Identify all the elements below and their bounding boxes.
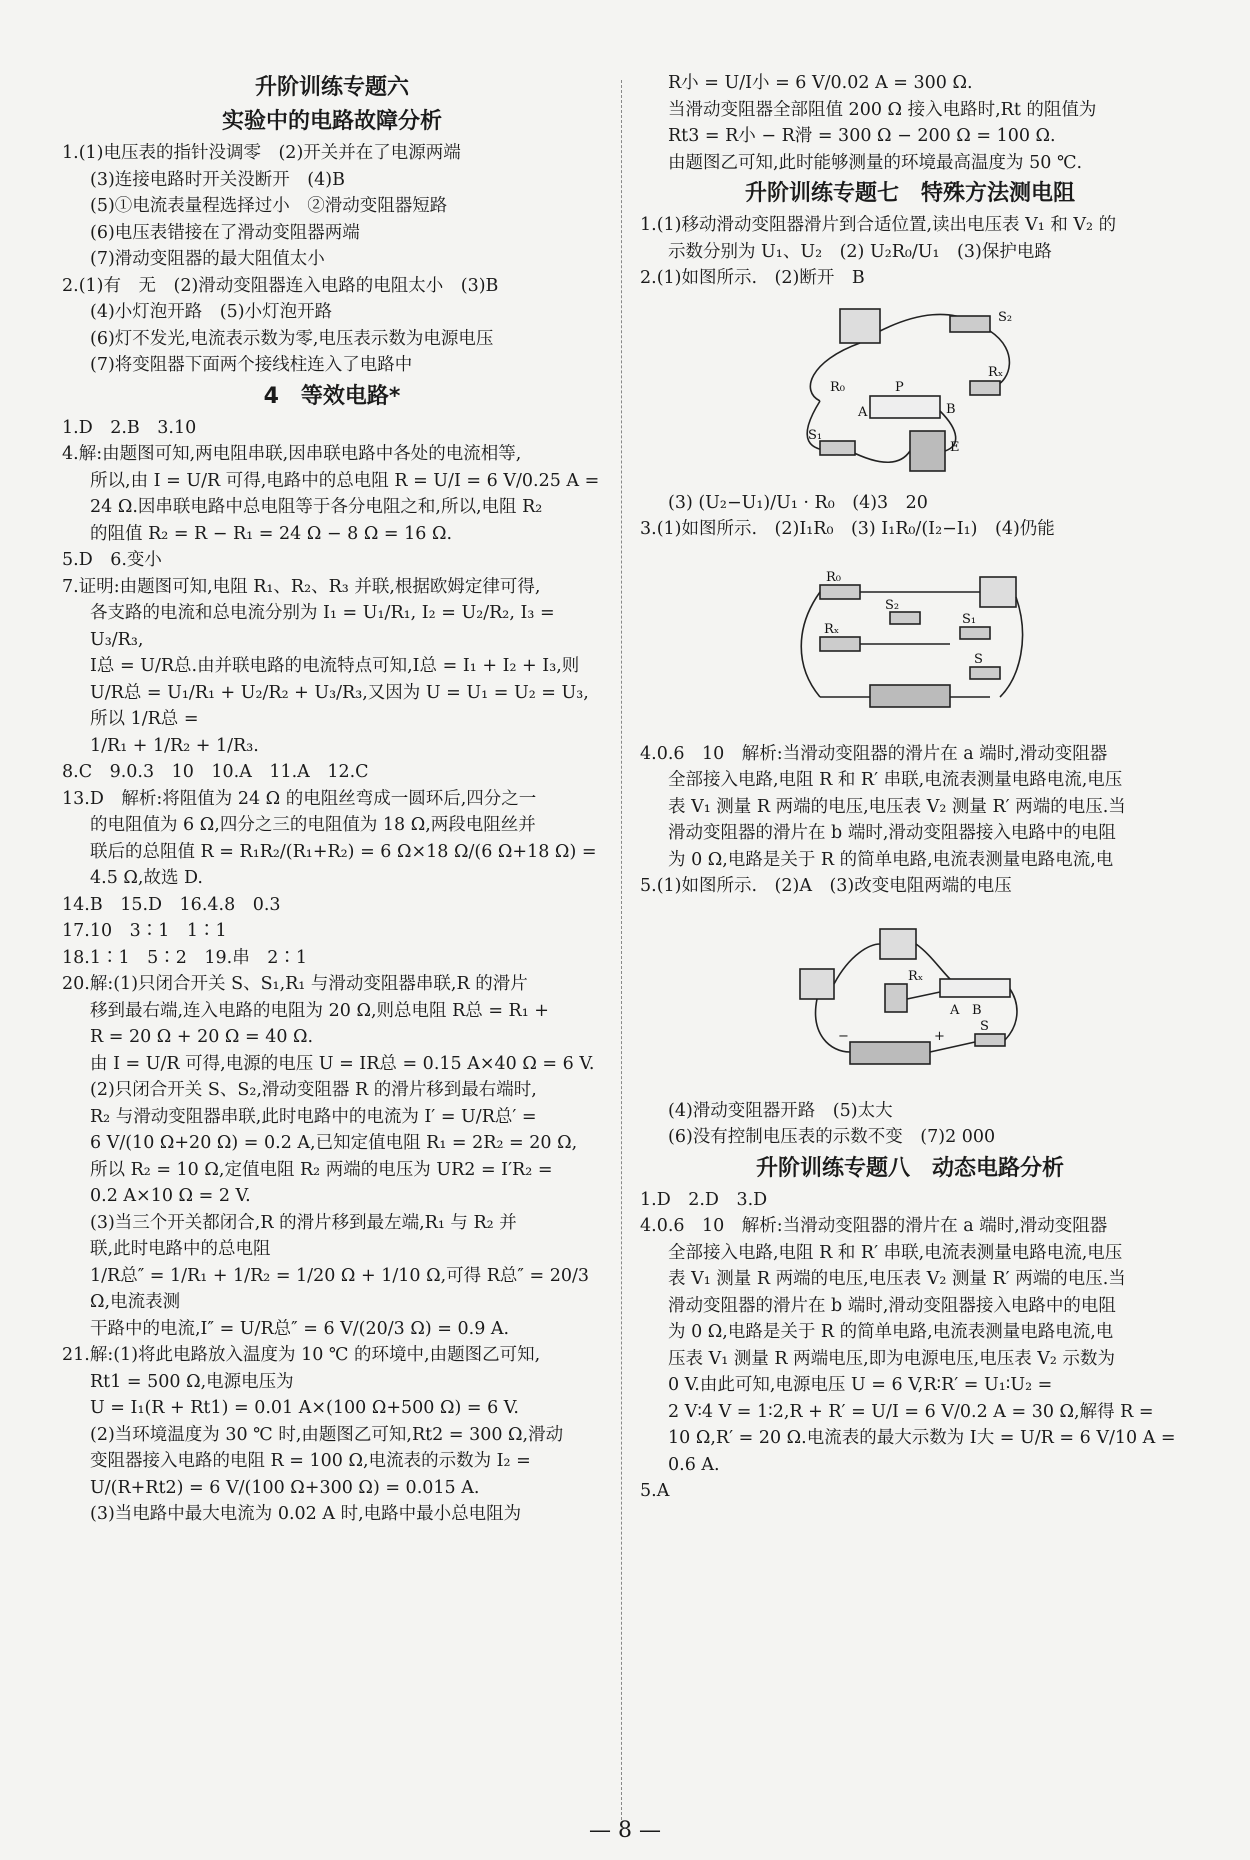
label-S: S <box>980 1018 989 1034</box>
label-R0: R₀ <box>826 569 841 585</box>
label-minus: − <box>838 1028 849 1044</box>
answer-line: 21.解:(1)将此电路放入温度为 10 ℃ 的环境中,由题图乙可知, <box>62 1345 541 1365</box>
label-Rx: Rₓ <box>988 364 1004 380</box>
section-title-6: 升阶训练专题六 <box>254 75 409 100</box>
answer-line: 0.2 A×10 Ω = 2 V. <box>90 1186 251 1206</box>
label-S1: S₁ <box>962 611 977 627</box>
answer-line: (3)连接电路时开关没断开 (4)B <box>90 169 345 190</box>
answer-line: 由 I = U/R 可得,电源的电压 U = IR总 = 0.15 A×40 Ω = 6 V. <box>90 1053 595 1074</box>
answer-line: 0 V.由此可知,电源电压 U = 6 V,R∶R′ = U₁∶U₂ = <box>668 1375 1053 1395</box>
answer-line: (5)①电流表量程选择过小 ②滑动变阻器短路 <box>90 196 448 216</box>
page-number: — 8 — <box>589 1818 661 1843</box>
answer-line: 为 0 Ω,电路是关于 R 的简单电路,电流表测量电路电流,电 <box>668 849 1114 870</box>
label-plus: + <box>934 1028 945 1044</box>
answer-line: 13.D 解析:将阻值为 24 Ω 的电阻丝弯成一圆环后,四分之一 <box>62 788 537 809</box>
answer-line: 全部接入电路,电阻 R 和 R′ 串联,电流表测量电路电流,电压 <box>668 770 1123 790</box>
answer-line: 所以,由 I = U/R 可得,电路中的总电阻 R = U/I = 6 V/0.25 A = <box>90 470 600 491</box>
label-Rx: Rₓ <box>824 621 840 637</box>
answer-line: 1.(1)电压表的指针没调零 (2)开关并在了电源两端 <box>62 143 461 163</box>
answer-line: 滑动变阻器的滑片在 b 端时,滑动变阻器接入电路中的电阻 <box>668 823 1116 843</box>
answer-line: 当滑动变阻器全部阻值 200 Ω 接入电路时,Rt 的阻值为 <box>668 99 1097 120</box>
answer-line: 0.6 A. <box>668 1454 720 1475</box>
label-R0: R₀ <box>830 379 845 395</box>
answer-line: 示数分别为 U₁、U₂ (2) U₂R₀/U₁ (3)保护电路 <box>668 241 1052 262</box>
answer-line: R = 20 Ω + 20 Ω = 40 Ω. <box>90 1027 314 1047</box>
answer-line: 5.A <box>640 1481 670 1501</box>
answer-line: (6)电压表错接在了滑动变阻器两端 <box>90 222 360 243</box>
label-S1: S₁ <box>808 427 823 443</box>
answer-line: 的电阻值为 6 Ω,四分之三的电阻值为 18 Ω,两段电阻丝并 <box>90 815 536 835</box>
answer-line: 14.B 15.D 16.4.8 0.3 <box>62 894 281 915</box>
circuit-figure-5 <box>640 904 1180 1094</box>
answer-line: (3) (U₂−U₁)/U₁ · R₀ (4)3 20 <box>668 492 928 513</box>
label-S2: S₂ <box>998 309 1013 325</box>
answer-line: Rt3 = R小 − R滑 = 300 Ω − 200 Ω = 100 Ω. <box>668 126 1056 146</box>
answer-line: 由题图乙可知,此时能够测量的环境最高温度为 50 ℃. <box>668 152 1083 173</box>
circuit-figure-2 <box>640 296 1180 486</box>
answer-line: 联,此时电路中的总电阻 <box>90 1239 271 1259</box>
answer-line: (4)小灯泡开路 (5)小灯泡开路 <box>90 302 333 322</box>
circuit-diagram-icon <box>790 567 1030 717</box>
answer-line: 压表 V₁ 测量 R 两端电压,即为电源电压,电压表 V₂ 示数为 <box>668 1348 1115 1369</box>
answer-line: U = I₁(R + Rt1) = 0.01 A×(100 Ω+500 Ω) = 6 V. <box>90 1398 519 1418</box>
section-title-4: 4 等效电路* <box>263 383 401 409</box>
answer-line: 4.0.6 10 解析:当滑动变阻器的滑片在 a 端时,滑动变阻器 <box>640 743 1108 764</box>
answer-line: 5.D 6.变小 <box>62 550 162 570</box>
answer-line: (7)将变阻器下面两个接线柱连入了电路中 <box>90 355 413 375</box>
answer-line: 滑动变阻器的滑片在 b 端时,滑动变阻器接入电路中的电阻 <box>668 1295 1116 1316</box>
answer-line: (6)灯不发光,电流表示数为零,电压表示数为电源电压 <box>90 328 494 349</box>
answer-line: Rt1 = 500 Ω,电源电压为 <box>90 1371 294 1392</box>
label-S2: S₂ <box>885 597 900 613</box>
answer-line: (4)滑动变阻器开路 (5)太大 <box>668 1100 893 1121</box>
section-title-8: 升阶训练专题八 动态电路分析 <box>755 1155 1064 1181</box>
label-S: S <box>974 651 983 667</box>
answer-line: (3)当三个开关都闭合,R 的滑片移到最左端,R₁ 与 R₂ 并 <box>90 1212 517 1233</box>
answer-line: 8.C 9.0.3 10 10.A 11.A 12.C <box>62 762 369 782</box>
right-column <box>640 70 1180 1505</box>
answer-line: 6 V/(10 Ω+20 Ω) = 0.2 A,已知定值电阻 R₁ = 2R₂ = 20 Ω, <box>90 1133 578 1153</box>
section-subtitle-6: 实验中的电路故障分析 <box>221 109 442 134</box>
label-Rx: Rₓ <box>908 968 924 984</box>
answer-line: 3.(1)如图所示. (2)I₁R₀ (3) I₁R₀/(I₂−I₁) (4)仍能 <box>640 519 1055 539</box>
answer-line: 为 0 Ω,电路是关于 R 的简单电路,电流表测量电路电流,电 <box>668 1322 1114 1342</box>
label-A: A <box>858 404 868 420</box>
answer-line: (2)只闭合开关 S、S₂,滑动变阻器 R 的滑片移到最右端时, <box>90 1080 537 1100</box>
left-column <box>62 70 602 1528</box>
answer-line: (7)滑动变阻器的最大阻值太小 <box>90 249 325 269</box>
answer-line: 17.10 3∶1 1∶1 <box>62 921 227 941</box>
answer-line: 4.0.6 10 解析:当滑动变阻器的滑片在 a 端时,滑动变阻器 <box>640 1216 1108 1236</box>
answer-line: U/R总 = U₁/R₁ + U₂/R₂ + U₃/R₃,又因为 U = U₁ = U₂ = U₃,所以 1/R总 = <box>90 682 589 729</box>
label-A: A <box>950 1002 960 1018</box>
answer-line: 移到最右端,连入电路的电阻为 20 Ω,则总电阻 R总 = R₁ + <box>90 1000 549 1021</box>
answer-line: R小 = U/I小 = 6 V/0.02 A = 300 Ω. <box>668 73 973 93</box>
answer-line: 1.(1)移动滑动变阻器滑片到合适位置,读出电压表 V₁ 和 V₂ 的 <box>640 215 1117 235</box>
answer-line: 1.D 2.D 3.D <box>640 1189 768 1210</box>
answer-line: 2.(1)有 无 (2)滑动变阻器连入电路的电阻太小 (3)B <box>62 275 499 296</box>
answer-line: 1/R₁ + 1/R₂ + 1/R₃. <box>90 735 259 756</box>
answer-line: 变阻器接入电路的电阻 R = 100 Ω,电流表的示数为 I₂ = <box>90 1451 531 1471</box>
circuit-diagram-icon <box>790 924 1030 1074</box>
answer-line: U/(R+Rt2) = 6 V/(100 Ω+300 Ω) = 0.015 A. <box>90 1477 480 1498</box>
answer-line: 联后的总阻值 R = R₁R₂/(R₁+R₂) = 6 Ω×18 Ω/(6 Ω+18 Ω) = 4.5 Ω,故选 D. <box>90 841 603 888</box>
section-title-7: 升阶训练专题七 特殊方法测电阻 <box>744 181 1075 206</box>
answer-line: 5.(1)如图所示. (2)A (3)改变电阻两端的电压 <box>640 876 1012 896</box>
answer-line: 2 V∶4 V = 1∶2,R + R′ = U/I = 6 V/0.2 A = 30 Ω,解得 R = <box>668 1401 1154 1422</box>
answer-line: 20.解:(1)只闭合开关 S、S₁,R₁ 与滑动变阻器串联,R 的滑片 <box>62 974 528 994</box>
answer-line: 表 V₁ 测量 R 两端的电压,电压表 V₂ 测量 R′ 两端的电压.当 <box>668 796 1126 817</box>
label-B: B <box>946 401 956 417</box>
label-E: E <box>950 439 960 455</box>
answer-line: 7.证明:由题图可知,电阻 R₁、R₂、R₃ 并联,根据欧姆定律可得, <box>62 576 541 597</box>
label-P: P <box>895 379 904 395</box>
answer-line: 18.1∶1 5∶2 19.串 2∶1 <box>62 947 307 968</box>
answer-line: (6)没有控制电压表的示数不变 (7)2 000 <box>668 1127 996 1147</box>
answer-line: (2)当环境温度为 30 ℃ 时,由题图乙可知,Rt2 = 300 Ω,滑动 <box>90 1424 564 1445</box>
answer-line: 所以 R₂ = 10 Ω,定值电阻 R₂ 两端的电压为 UR2 = I′R₂ = <box>90 1159 553 1180</box>
circuit-diagram-icon <box>790 301 1030 481</box>
column-divider <box>621 80 622 1820</box>
answer-line: 的阻值 R₂ = R − R₁ = 24 Ω − 8 Ω = 16 Ω. <box>90 523 453 544</box>
answer-line: 1/R总″ = 1/R₁ + 1/R₂ = 1/20 Ω + 1/10 Ω,可得 R总″ = 20/3 Ω,电流表测 <box>90 1265 595 1312</box>
answer-line: 表 V₁ 测量 R 两端的电压,电压表 V₂ 测量 R′ 两端的电压.当 <box>668 1269 1126 1289</box>
answer-line: 全部接入电路,电阻 R 和 R′ 串联,电流表测量电路电流,电压 <box>668 1242 1123 1263</box>
answer-line: (3)当电路中最大电流为 0.02 A 时,电路中最小总电阻为 <box>90 1504 522 1524</box>
label-B: B <box>972 1002 982 1018</box>
answer-line: R₂ 与滑动变阻器串联,此时电路中的电流为 I′ = U/R总′ = <box>90 1106 537 1127</box>
circuit-figure-3 <box>640 547 1180 737</box>
answer-line: 各支路的电流和总电流分别为 I₁ = U₁/R₁, I₂ = U₂/R₂, I₃ = U₃/R₃, <box>90 603 561 650</box>
answer-line: 4.解:由题图可知,两电阻串联,因串联电路中各处的电流相等, <box>62 444 522 464</box>
answer-line: 1.D 2.B 3.10 <box>62 417 197 438</box>
answer-line: 2.(1)如图所示. (2)断开 B <box>640 268 865 288</box>
answer-line: 24 Ω.因串联电路中总电阻等于各分电阻之和,所以,电阻 R₂ <box>90 497 543 517</box>
answer-line: 10 Ω,R′ = 20 Ω.电流表的最大示数为 I大 = U/R = 6 V/10 A = <box>668 1428 1176 1448</box>
answer-line: I总 = U/R总.由并联电路的电流特点可知,I总 = I₁ + I₂ + I₃,则 <box>90 656 580 676</box>
answer-line: 干路中的电流,I″ = U/R总″ = 6 V/(20/3 Ω) = 0.9 A. <box>90 1318 510 1339</box>
